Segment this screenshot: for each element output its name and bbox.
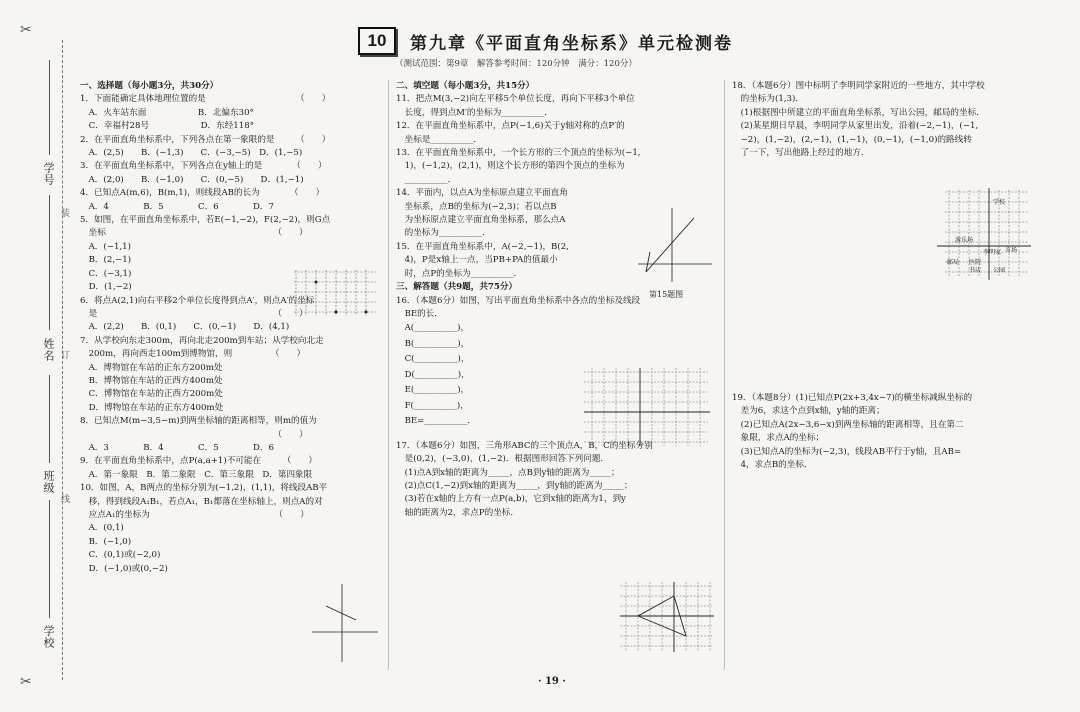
map-label: 游乐场 xyxy=(955,237,974,244)
page-title: 第九章《平面直角坐标系》单元检测卷 xyxy=(410,33,733,54)
section-heading: 一、选择题（每小题3分，共30分） xyxy=(80,81,219,91)
question-line: 3．在平面直角坐标系中，下列各点在y轴上的是 （ ） xyxy=(80,161,327,172)
column-1 xyxy=(80,80,385,576)
class-label: 班级 xyxy=(42,470,55,494)
column-divider xyxy=(724,80,725,670)
option-line: D．博物馆在车站的正东方400m处 xyxy=(80,402,224,413)
question-line: (3)若在x轴的上方有一点P(a,b)，它到x轴的距离为1，到y xyxy=(396,494,626,505)
question-line: 8．已知点M(m−3,5−m)到两坐标轴的距离相等，则m的值为 xyxy=(80,416,317,427)
question-line: 4，求点B的坐标． xyxy=(732,460,813,471)
option-line: D．(1,−2) xyxy=(80,282,132,293)
question-line: 7．从学校向东走300m，再向北走200m到车站；从学校向北走 xyxy=(80,335,324,346)
question-line: 17．（本题6分）如图，三角形ABC的三个顶点A，B，C的坐标分别 xyxy=(396,440,653,451)
fill-line xyxy=(49,375,50,463)
option-line: B．(−1,0) xyxy=(80,536,132,547)
question-line: 的坐标为__________． xyxy=(396,228,491,239)
q15-figure xyxy=(636,206,716,286)
question-line: 14．平面内，以点A为坐标原点建立平面直角 xyxy=(396,188,568,199)
option-line: A．(2,0) B．(−1,0) C．(0,−5) D．(1,−1) xyxy=(80,174,304,185)
option-line: A．博物馆在车站的正东方200m处 xyxy=(80,362,223,373)
q16-grid-figure xyxy=(582,366,712,448)
question-line: 时，点P的坐标为__________． xyxy=(396,268,523,279)
option-line: A．第一象限 B．第二象限 C．第三象限 D．第四象限 xyxy=(80,469,313,480)
school-label: 学校 xyxy=(42,625,55,649)
page-number: · 19 · xyxy=(538,676,566,687)
column-3-lower xyxy=(732,392,1067,472)
map-label: 书店 xyxy=(969,267,982,274)
question-line: 2．在平面直角坐标系中，下列各点在第一象限的是 （ ） xyxy=(80,134,331,145)
seal-mark: 订 xyxy=(59,350,69,359)
question-line: 是 （ ） xyxy=(80,308,308,319)
option-line: A．火车站东面 B．北偏东30° xyxy=(80,107,254,118)
question-line: (2)点C(1,−2)到x轴的距离为_____，到y轴的距离为_____； xyxy=(396,481,633,492)
scissors-icon: ✂ xyxy=(20,22,32,38)
question-line: 差为6，求这个点到x轴，y轴的距离； xyxy=(732,406,885,417)
question-line: (1)根据图中所建立的平面直角坐标系，写出公园，邮局的坐标． xyxy=(732,107,985,118)
question-line: 6．将点A(2,1)向右平移2个单位长度得到点A′，则点A′的坐标 xyxy=(80,295,315,306)
option-line: A．(0,1) xyxy=(80,523,124,534)
question-line: 移，得到线段A₁B₁，若点A₁，B₁都落在坐标轴上，则点A的对 xyxy=(80,496,323,507)
question-line: 200m，再向西走100m到博物馆，则 （ ） xyxy=(80,349,306,360)
cut-line xyxy=(62,40,63,680)
question-line: 坐标系，点B的坐标为(−2,3)；若以点B xyxy=(396,201,557,212)
question-line: 坐标是__________． xyxy=(396,134,482,145)
option-line: C．(−3,1) xyxy=(80,268,132,279)
question-line: 4)，P是x轴上一点，当PB+PA的值最小 xyxy=(396,255,558,266)
question-line: 应点A₁的坐标为 （ ） xyxy=(80,510,309,520)
fill-line xyxy=(49,500,50,618)
question-line: 的坐标为(1,3)． xyxy=(732,94,804,105)
fill-line xyxy=(49,60,50,155)
question-line: 18．（本题6分）图中标明了李明同学家附近的一些地方，其中学校 xyxy=(732,81,985,91)
question-line: 19．（本题8分）(1)已知点P(2x+3,4x−7)的横坐标减纵坐标的 xyxy=(732,393,973,403)
question-line: 长度，得到点M′的坐标为__________． xyxy=(396,107,553,118)
student-id-label: 学号 xyxy=(42,162,55,186)
section-heading: 三、解答题（共9题，共75分） xyxy=(396,282,518,293)
map-label: 学校 xyxy=(993,199,1006,206)
option-line: C．博物馆在车站的正西方200m处 xyxy=(80,389,223,400)
question-line: 15．在平面直角坐标系中，A(−2,−1)，B(2, xyxy=(396,241,569,252)
answer-line: B(__________)， xyxy=(396,338,470,349)
answer-line: D(__________)， xyxy=(396,369,470,380)
question-line: (3)已知点A的坐标为(−2,3)，线段AB平行于y轴，且AB= xyxy=(732,446,962,457)
question-line: 了一下，写出他路上经过的地方． xyxy=(732,148,870,159)
question-line: 1)，(−1,2)，(2,1)，则这个长方形的第四个顶点的坐标为 xyxy=(396,161,625,172)
q10-axes-figure xyxy=(310,582,380,664)
question-line: 坐标 （ ） xyxy=(80,228,308,239)
fill-line xyxy=(49,195,50,330)
option-line: C．幸福村28号 D．东经118° xyxy=(80,121,255,132)
question-line: 1．下面能确定具体地理位置的是 （ ） xyxy=(80,94,331,105)
option-line: A．4 B．5 C．6 D．7 xyxy=(80,201,274,212)
option-line: A．(2,5) B．(−1,3) C．(−3,−5) D．(1,−5) xyxy=(80,148,303,159)
option-line: B．(2,−1) xyxy=(80,255,132,266)
map-label: 公园 xyxy=(993,267,1006,274)
option-line: A．(2,2) B．(0,1) C．(0,−1) D．(4,1) xyxy=(80,322,290,333)
question-line: 11．把点M(3,−2)向左平移5个单位长度，再向下平移3个单位 xyxy=(396,94,635,105)
q18-map-figure xyxy=(935,186,1033,284)
question-line: 13．在平面直角坐标系中，一个长方形的三个顶点的坐标为(−1, xyxy=(396,148,641,159)
option-line: B．博物馆在车站的正西方400m处 xyxy=(80,375,223,386)
question-line: (1)点A到x轴的距离为_____，点B到y轴的距离为_____； xyxy=(396,467,620,478)
answer-line: F(__________)， xyxy=(396,400,469,411)
q17-grid-figure xyxy=(618,580,716,656)
question-line: 9．在平面直角坐标系中，点P(a,a+1)不可能在 （ ） xyxy=(80,456,317,467)
page-header xyxy=(358,27,733,55)
column-3 xyxy=(732,80,1067,160)
question-line: 为坐标原点建立平面直角坐标系，那么点A xyxy=(396,215,566,226)
q5-grid-figure xyxy=(292,268,378,320)
question-line: 10．如图，A，B两点的坐标分别为(−1,2)，(1,1)，将线段AB平 xyxy=(80,483,328,494)
option-line: C．(0,1)或(−2,0) xyxy=(80,550,161,561)
question-line: 5．如图，在平面直角坐标系中，若E(−1,−2)，F(2,−2)，则G点 xyxy=(80,215,331,226)
column-divider xyxy=(388,80,389,670)
map-label: 李明家 xyxy=(983,249,1002,256)
name-label: 姓名 xyxy=(42,338,55,362)
option-line: A．(−1,1) xyxy=(80,241,131,252)
answer-line: E(__________)， xyxy=(396,385,470,396)
seal-mark: 装 xyxy=(59,208,69,217)
answer-line: A(__________)， xyxy=(396,323,470,334)
question-line: __________． xyxy=(396,174,457,185)
question-line: 4．已知点A(m,6)，B(m,1)，则线段AB的长为 （ ） xyxy=(80,188,325,199)
binding-margin xyxy=(0,0,72,712)
q15-caption: 第15题图 xyxy=(649,290,684,299)
option-line: A．3 B．4 C．5 D．6 xyxy=(80,442,274,453)
question-line: （ ） xyxy=(80,429,308,440)
question-line: 轴的距离为2，求点P的坐标． xyxy=(396,507,519,518)
answer-line: BE=__________． xyxy=(396,416,476,427)
question-line: 16．（本题6分）如图，写出平面直角坐标系中各点的坐标及线段 xyxy=(396,295,641,306)
question-line: (2)某星期日早晨，李明同学从家里出发，沿着(−2,−1)，(−1, xyxy=(732,121,979,132)
scissors-icon: ✂ xyxy=(20,674,32,690)
answer-line: C(__________)， xyxy=(396,354,470,365)
question-line: (2)已知点A(2x−3,6−x)到两坐标轴的距离相等，且在第二 xyxy=(732,419,964,430)
seal-mark: 线 xyxy=(59,494,69,503)
question-line: BE的长． xyxy=(396,308,443,319)
question-line: 象限，求点A的坐标； xyxy=(732,433,825,444)
question-line: −2)，(1,−2)，(2,−1)，(1,−1)，(0,−1)，(−1,0)的路线转 xyxy=(732,134,972,145)
section-heading: 二、填空题（每小题3分，共15分） xyxy=(396,81,535,91)
map-label: 邮局 xyxy=(947,259,960,266)
page-subtitle: （测试范围：第9章 解答参考时间：120分钟 满分：120分） xyxy=(395,59,637,69)
map-label: 医院 xyxy=(969,259,982,266)
map-label: 市场 xyxy=(1005,247,1018,254)
unit-number-badge: 10 xyxy=(358,27,396,55)
question-line: 是(0,2)，(−3,0)，(1,−2)．根据图形回答下列问题． xyxy=(396,454,610,465)
question-line: 12．在平面直角坐标系中，点P(−1,6)关于y轴对称的点P′的 xyxy=(396,121,625,132)
option-line: D．(−1,0)或(0,−2) xyxy=(80,563,168,574)
